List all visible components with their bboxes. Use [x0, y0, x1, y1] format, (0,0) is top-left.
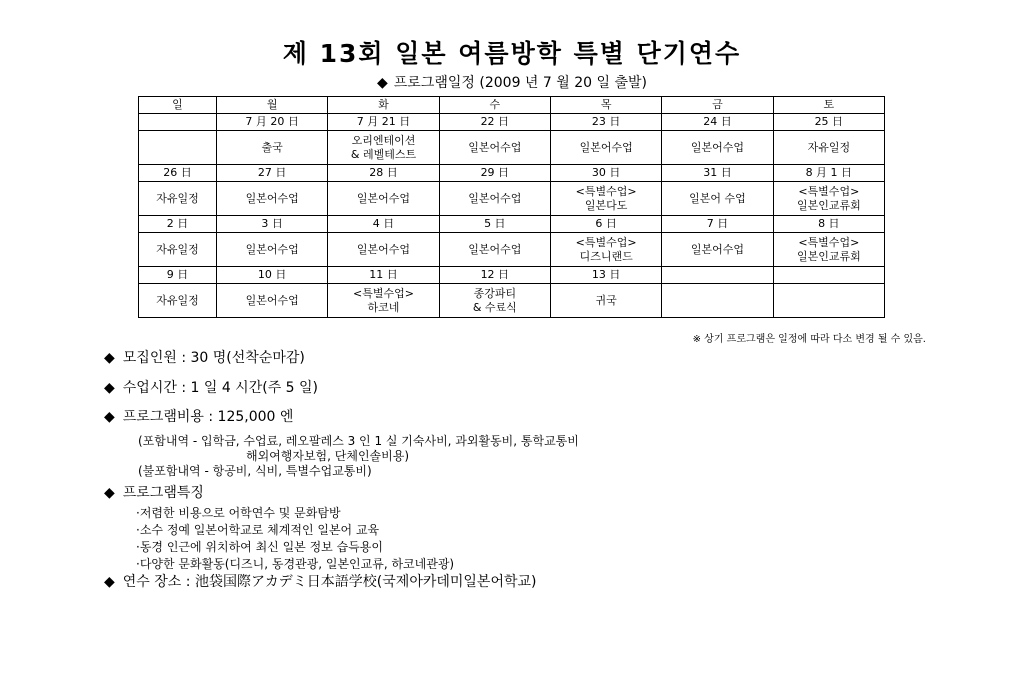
activity-cell: [439, 233, 550, 267]
activity-cell: [773, 131, 884, 165]
date-cell: 10 日: [217, 267, 328, 284]
schedule-note: ※ 상기 프로그램은 일정에 따라 다소 변경 될 수 있음.: [692, 334, 926, 345]
activity-cell: [217, 131, 328, 165]
schedule-heading: [0, 72, 1024, 92]
activity-line: 자유일정: [156, 242, 199, 256]
activity-line: 일본어수업: [468, 140, 522, 154]
date-cell: 22 日: [439, 114, 550, 131]
date-cell: 29 日: [439, 165, 550, 182]
activity-cell: [773, 182, 884, 216]
activity-line: <특별수업>: [353, 286, 414, 300]
feature-item: ·저렴한 비용으로 어학연수 및 문화탐방: [136, 506, 341, 520]
activity-line: 일본어수업: [690, 140, 745, 154]
activity-line: 일본어수업: [468, 242, 522, 256]
activity-line: 오리엔테이션: [351, 133, 416, 147]
date-cell: 9 日: [139, 267, 217, 284]
activity-cell: [328, 284, 439, 318]
activity-cell: [139, 131, 217, 165]
activity-line: 일본어수업: [690, 242, 745, 256]
activity-subline: 일본인교류회: [796, 198, 861, 212]
activity-line: 출국: [261, 140, 283, 154]
included-line-1: (포함내역 - 입학금, 수업료, 레오팔레스 3 인 1 실 기숙사비, 과외활동비, 통학교통비: [138, 434, 579, 448]
activity-line: 일본어수업: [468, 191, 522, 205]
date-row: [139, 165, 885, 182]
hours-text: 수업시간 : 1 일 4 시간(주 5 일): [122, 380, 319, 396]
departure-date: (2009 년 7 월 20 일 출발): [479, 75, 647, 91]
activity-line: 일본어수업: [356, 191, 411, 205]
date-cell: 30 日: [550, 165, 661, 182]
activity-cell: [439, 284, 550, 318]
activity-line: 자유일정: [156, 293, 199, 307]
date-cell: 13 日: [550, 267, 661, 284]
recruit-text: 모집인원 : 30 명(선착순마감): [122, 350, 305, 366]
activity-line: 일본어수업: [579, 140, 633, 154]
weekday-header: 일: [139, 97, 217, 114]
date-cell: 23 日: [550, 114, 661, 131]
activity-row: [139, 131, 885, 165]
diamond-bullet-icon: ◆: [104, 380, 115, 396]
date-cell: 31 日: [662, 165, 773, 182]
weekday-header: 토: [773, 97, 884, 114]
weekday-header-row: [139, 97, 885, 114]
date-cell: 7 月 20 日: [217, 114, 328, 131]
date-cell: 7 日: [662, 216, 773, 233]
date-cell: 27 日: [217, 165, 328, 182]
activity-line: <특별수업>: [798, 184, 860, 198]
activity-cell: [550, 182, 661, 216]
feature-item: ·다양한 문화활동(디즈니, 동경관광, 일본인교류, 하코네관광): [136, 557, 455, 571]
date-cell: 12 日: [439, 267, 550, 284]
activity-cell: [328, 182, 439, 216]
date-row: [139, 267, 885, 284]
activity-line: 종강파티: [473, 286, 517, 300]
activity-cell: [217, 233, 328, 267]
activity-row: [139, 284, 885, 318]
date-row: [139, 216, 885, 233]
activity-subline: 하코네: [367, 300, 400, 314]
activity-line: <특별수업>: [575, 235, 637, 249]
date-cell: 11 日: [328, 267, 439, 284]
schedule-heading-label: 프로그램일정: [393, 75, 475, 91]
date-cell: [139, 114, 217, 131]
activity-cell: [662, 182, 773, 216]
activity-subline: 일본다도: [584, 198, 628, 212]
diamond-bullet-icon: ◆: [377, 75, 388, 91]
date-cell: 28 日: [328, 165, 439, 182]
date-cell: 26 日: [139, 165, 217, 182]
date-cell: 4 日: [328, 216, 439, 233]
weekday-header: 금: [662, 97, 773, 114]
activity-line: <특별수업>: [798, 235, 860, 249]
activity-line: 귀국: [595, 293, 617, 307]
date-cell: 8 月 1 日: [773, 165, 884, 182]
activity-cell: [662, 233, 773, 267]
activity-cell: [550, 284, 661, 318]
activity-subline: 디즈니랜드: [579, 249, 633, 263]
activity-cell: [139, 182, 217, 216]
cost-section: [104, 406, 293, 426]
date-cell: 8 日: [773, 216, 884, 233]
activity-line: <특별수업>: [575, 184, 637, 198]
activity-cell: [139, 284, 217, 318]
activity-cell: [550, 233, 661, 267]
activity-line: 일본어수업: [245, 242, 299, 256]
date-cell: 25 日: [773, 114, 884, 131]
cost-text: 프로그램비용 : 125,000 엔: [122, 409, 294, 425]
date-cell: 2 日: [139, 216, 217, 233]
activity-cell: [773, 233, 884, 267]
date-cell: 7 月 21 日: [328, 114, 439, 131]
date-cell: [773, 267, 884, 284]
activity-row: [139, 233, 885, 267]
page-title: 제 13회 일본 여름방학 특별 단기연수: [282, 39, 742, 68]
activity-cell: [773, 284, 884, 318]
diamond-bullet-icon: ◆: [104, 409, 115, 425]
activity-line: 자유일정: [807, 140, 851, 154]
weekday-header: 월: [217, 97, 328, 114]
feature-item: ·동경 인근에 위치하여 최신 일본 정보 습득용이: [136, 540, 383, 554]
features-title: 프로그램특징: [122, 485, 204, 501]
diamond-bullet-icon: ◆: [104, 485, 115, 501]
feature-item: ·소수 정예 일본어학교로 체계적인 일본어 교육: [136, 523, 380, 537]
date-cell: [662, 267, 773, 284]
excluded-line: (불포함내역 - 항공비, 식비, 특별수업교통비): [138, 464, 372, 478]
date-cell: 24 日: [662, 114, 773, 131]
weekday-header: 수: [439, 97, 550, 114]
activity-cell: [439, 131, 550, 165]
diamond-bullet-icon: ◆: [104, 350, 115, 366]
activity-cell: [662, 284, 773, 318]
activity-cell: [217, 284, 328, 318]
included-line-2: 해외여행자보험, 단체인솔비용): [246, 449, 410, 463]
activity-line: 일본어수업: [245, 293, 299, 307]
activity-subline: & 수료식: [472, 300, 517, 314]
weekday-header: 화: [328, 97, 439, 114]
activity-line: 자유일정: [156, 191, 199, 205]
date-cell: 3 日: [217, 216, 328, 233]
weekday-header: 목: [550, 97, 661, 114]
features-section: [104, 482, 204, 502]
date-row: [139, 114, 885, 131]
activity-cell: [139, 233, 217, 267]
location-section: [104, 571, 537, 591]
date-cell: 6 日: [550, 216, 661, 233]
activity-line: 일본어 수업: [689, 191, 746, 205]
activity-line: 일본어수업: [356, 242, 411, 256]
hours-section: [104, 377, 318, 397]
activity-line: 일본어수업: [245, 191, 299, 205]
activity-row: [139, 182, 885, 216]
schedule-table: [138, 96, 885, 318]
diamond-bullet-icon: ◆: [104, 574, 115, 590]
recruit-section: [104, 347, 305, 367]
activity-cell: [439, 182, 550, 216]
activity-cell: [217, 182, 328, 216]
location-text: 연수 장소 : 池袋国際アカデミ日本語学校(국제아카데미일본어학교): [122, 574, 537, 590]
activity-cell: [328, 233, 439, 267]
activity-cell: [550, 131, 661, 165]
activity-cell: [662, 131, 773, 165]
date-cell: 5 日: [439, 216, 550, 233]
activity-cell: [328, 131, 439, 165]
activity-subline: & 레벨테스트: [350, 147, 417, 161]
activity-subline: 일본인교류회: [796, 249, 861, 263]
schedule-body: [139, 97, 885, 318]
